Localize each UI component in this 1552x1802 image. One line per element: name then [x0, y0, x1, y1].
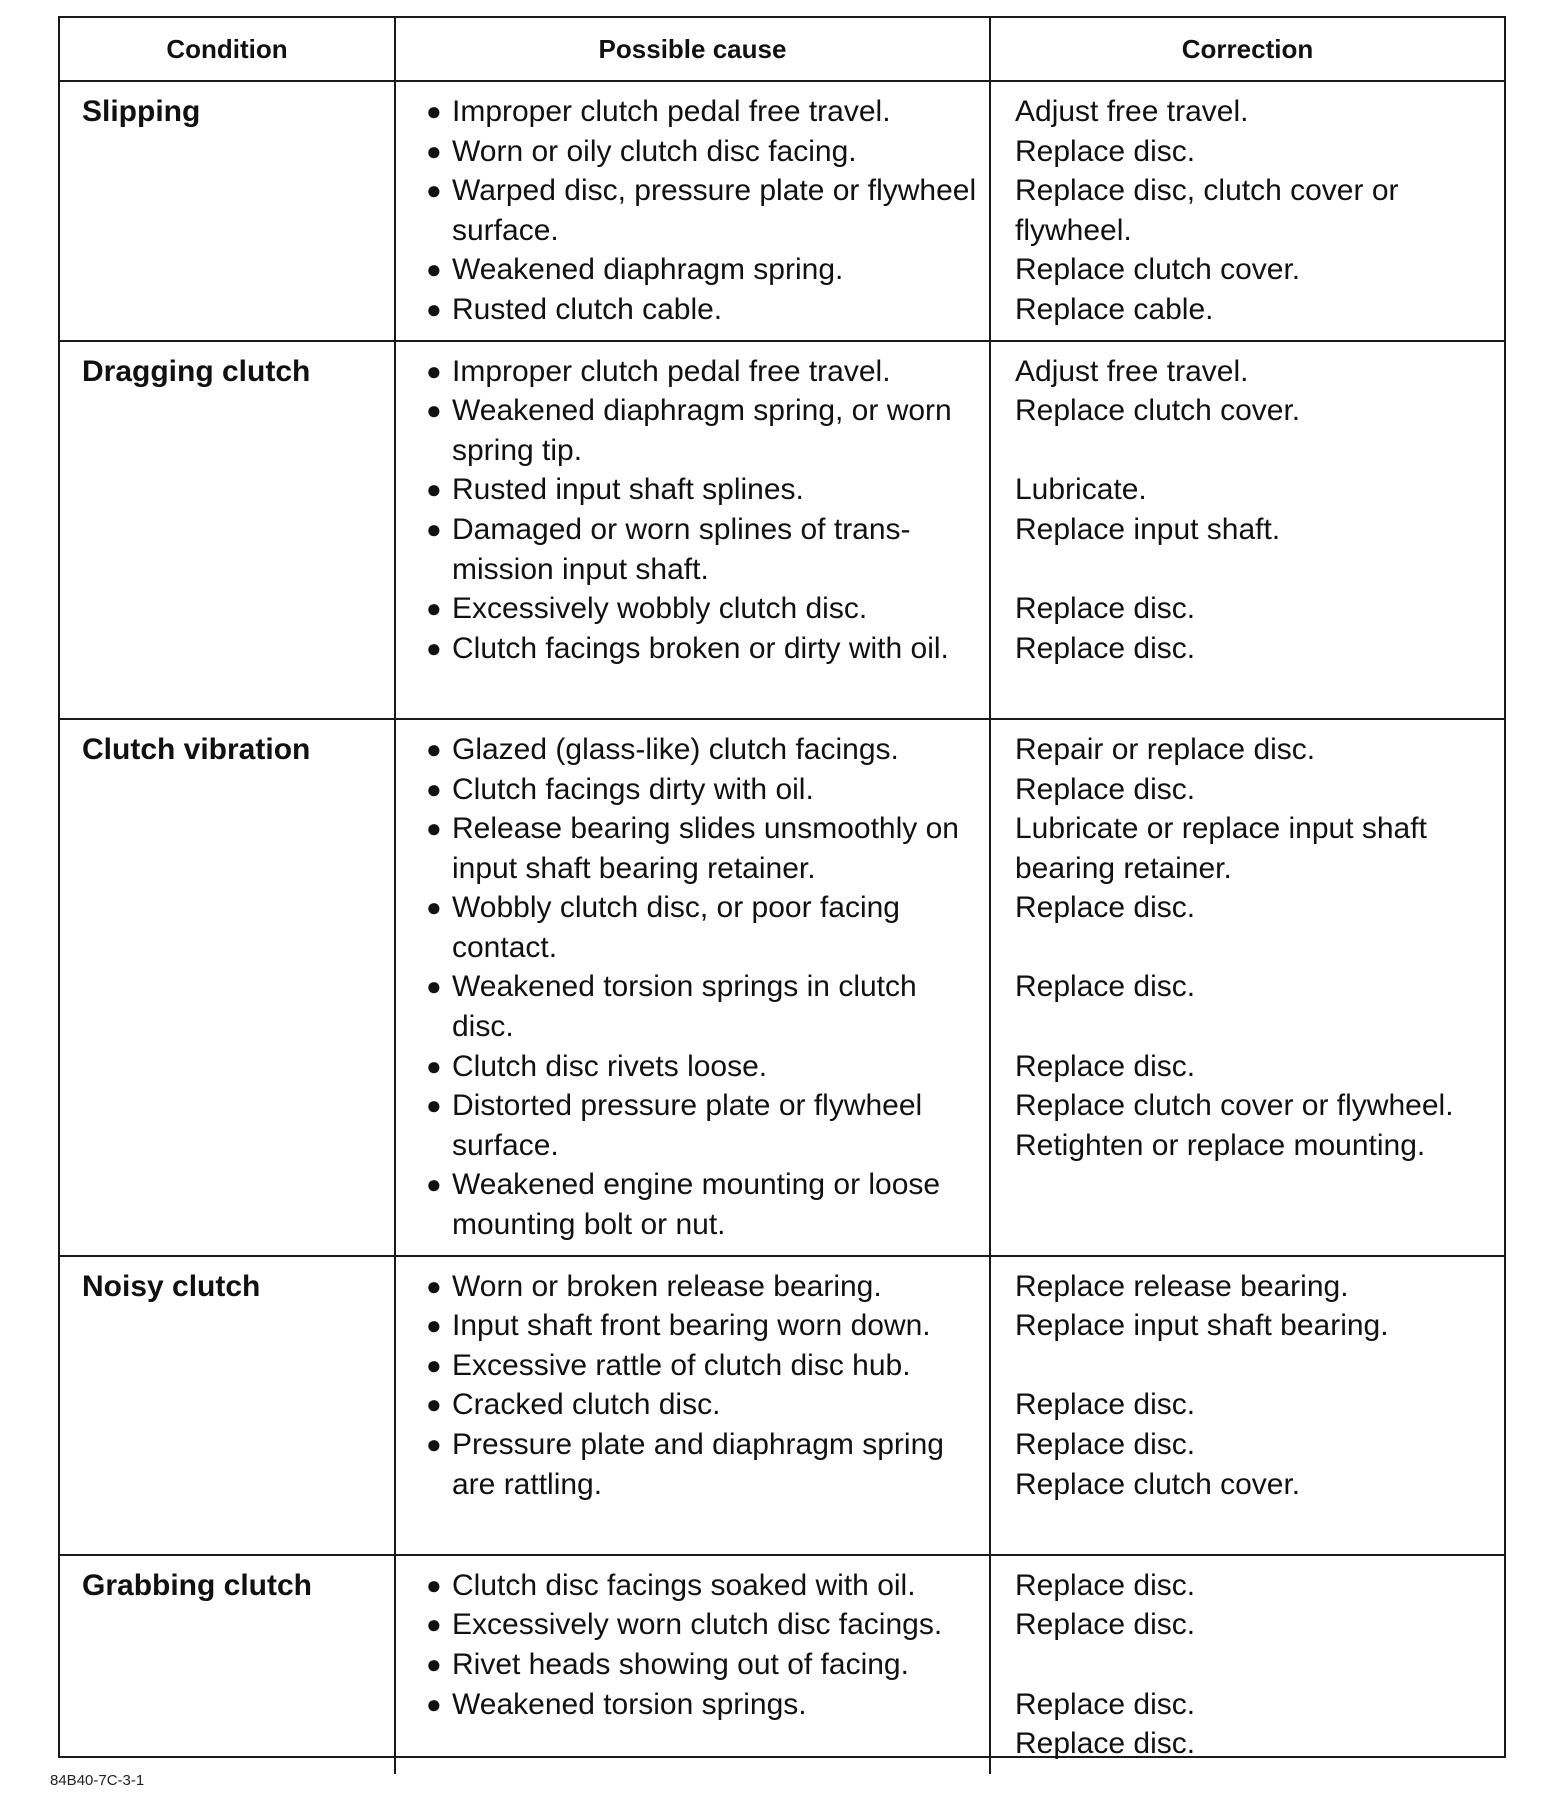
figure-code: 84B40-7C-3-1 — [50, 1772, 145, 1789]
cause-item — [426, 1086, 979, 1165]
cause-item — [426, 1566, 979, 1606]
cause-text: Weakened diaphragm spring. — [452, 253, 844, 287]
cause-item — [426, 888, 979, 967]
possible-cause-cell — [395, 1555, 990, 1774]
cause-text: Weakened torsion springs. — [452, 1687, 807, 1721]
table-row — [60, 1555, 1504, 1774]
bullet-icon: ● — [426, 96, 442, 126]
header-possible-cause: Possible cause — [395, 18, 990, 81]
cause-item — [426, 470, 979, 510]
cause-item — [426, 809, 979, 888]
bullet-icon: ● — [426, 135, 442, 166]
bullet-icon: ● — [426, 1270, 442, 1301]
cause-text: Weakened engine mounting or loose mounting bolt or nut. — [452, 1168, 941, 1242]
correction-text: Replace cable. — [1015, 292, 1214, 326]
correction-text: Replace disc. — [1015, 891, 1196, 925]
cause-text: Wobbly clutch disc, or poor facing contact. — [452, 891, 900, 964]
table-row — [60, 719, 1504, 1256]
cause-text: Clutch disc facings soaked with oil. — [452, 1568, 916, 1602]
correction-text: Replace clutch cover. — [1015, 394, 1301, 428]
cause-item — [426, 1605, 979, 1645]
bullet-icon: ● — [426, 1429, 442, 1459]
correction-text: Adjust free travel. — [1015, 354, 1249, 388]
bullet-icon: ● — [426, 813, 442, 844]
correction-cell — [990, 1555, 1504, 1774]
bullet-icon: ● — [426, 513, 442, 544]
cause-text: Release bearing slides unsmoothly on input shaft bearing retainer. — [452, 812, 959, 885]
cause-text: Cracked clutch disc. — [452, 1388, 721, 1422]
cause-text: Input shaft front bearing worn down. — [452, 1309, 931, 1343]
possible-cause-cell — [395, 81, 990, 341]
cause-item — [426, 629, 979, 669]
correction-text: Replace input shaft bearing. — [1015, 1309, 1389, 1343]
correction-text: Replace clutch cover. — [1015, 1467, 1301, 1501]
table-body — [60, 81, 1504, 1774]
cause-item — [426, 1425, 979, 1504]
bullet-icon: ● — [426, 355, 442, 386]
bullet-icon: ● — [426, 293, 442, 324]
correction-text: Replace input shaft. — [1015, 512, 1281, 546]
bullet-icon: ● — [426, 1569, 442, 1600]
cause-item — [426, 290, 979, 330]
bullet-icon: ● — [426, 773, 442, 804]
correction-text: Replace disc. — [1015, 592, 1196, 626]
bullet-icon: ● — [426, 395, 442, 426]
cause-text: Worn or oily clutch disc facing. — [452, 134, 857, 168]
condition-cell: Grabbing clutch — [60, 1555, 395, 1774]
correction-text: Replace disc. — [1015, 1687, 1196, 1721]
cause-text: Damaged or worn splines of trans-mission input shaft. — [452, 512, 911, 586]
correction-cell — [990, 341, 1504, 719]
correction-text: Replace clutch cover or flywheel. — [1015, 1089, 1454, 1123]
bullet-icon: ● — [426, 593, 442, 624]
cause-item — [426, 1346, 979, 1386]
correction-text: Adjust free travel. — [1015, 95, 1249, 128]
correction-text: Lubricate or replace input shaft bearing retainer. — [1015, 812, 1427, 885]
cause-item — [426, 250, 979, 290]
correction-text: Replace disc. — [1015, 631, 1196, 665]
cause-text: Improper clutch pedal free travel. — [452, 354, 891, 388]
possible-cause-cell — [395, 719, 990, 1256]
cause-item — [426, 1385, 979, 1425]
cause-text: Improper clutch pedal free travel. — [452, 95, 891, 128]
correction-text: Repair or replace disc. — [1015, 732, 1316, 766]
cause-item — [426, 510, 979, 589]
bullet-icon: ● — [426, 892, 442, 923]
cause-text: Clutch disc rivets loose. — [452, 1049, 768, 1083]
cause-item — [426, 1047, 979, 1087]
bullet-icon: ● — [426, 1169, 442, 1200]
cause-item — [426, 589, 979, 629]
cause-item — [426, 967, 979, 1046]
bullet-icon: ● — [426, 1609, 442, 1640]
correction-cell — [990, 81, 1504, 341]
correction-text: Replace disc. — [1015, 1568, 1196, 1602]
cause-item — [426, 1685, 979, 1725]
correction-text: Replace disc. — [1015, 1388, 1196, 1422]
cause-text: Rivet heads showing out of facing. — [452, 1647, 909, 1681]
cause-item — [426, 1645, 979, 1685]
condition-cell: Clutch vibration — [60, 719, 395, 1256]
cause-text: Rusted input shaft splines. — [452, 473, 804, 507]
cause-item — [426, 171, 979, 250]
cause-text: Clutch facings dirty with oil. — [452, 772, 814, 806]
cause-text: Weakened diaphragm spring, or worn spring tip. — [452, 394, 952, 467]
cause-item — [426, 92, 979, 132]
cause-text: Rusted clutch cable. — [452, 292, 723, 326]
cause-text: Excessively worn clutch disc facings. — [452, 1608, 943, 1642]
correction-text: Replace disc. — [1015, 1049, 1196, 1083]
bullet-icon: ● — [426, 632, 442, 663]
cause-text: Clutch facings broken or dirty with oil. — [452, 631, 949, 665]
possible-cause-cell — [395, 1256, 990, 1555]
cause-item — [426, 1306, 979, 1346]
header-correction: Correction — [990, 18, 1504, 81]
table-row — [60, 1256, 1504, 1555]
troubleshooting-table-frame — [58, 16, 1506, 1761]
cause-item — [426, 352, 979, 392]
bullet-icon: ● — [426, 1389, 442, 1420]
correction-text: Replace disc. — [1015, 970, 1196, 1004]
cause-text: Weakened torsion springs in clutch disc. — [452, 970, 917, 1044]
table-row — [60, 341, 1504, 719]
bullet-icon: ● — [426, 733, 442, 764]
cause-item — [426, 730, 979, 770]
correction-text: Retighten or replace mounting. — [1015, 1128, 1426, 1162]
correction-cell — [990, 1256, 1504, 1555]
bullet-icon: ● — [426, 1688, 442, 1719]
table-row — [60, 81, 1504, 341]
correction-text: Replace disc, clutch cover or flywheel. — [1015, 174, 1399, 247]
cause-text: Distorted pressure plate or flywheel surface. — [452, 1089, 923, 1162]
condition-cell: Slipping — [60, 81, 395, 341]
header-condition: Condition — [60, 18, 395, 81]
correction-text: Replace release bearing. — [1015, 1269, 1349, 1303]
cause-item — [426, 391, 979, 470]
correction-text: Replace disc. — [1015, 772, 1196, 806]
condition-cell: Noisy clutch — [60, 1256, 395, 1555]
correction-text: Replace disc. — [1015, 134, 1196, 168]
cause-text: Worn or broken release bearing. — [452, 1269, 882, 1303]
bullet-icon: ● — [426, 1050, 442, 1081]
correction-text: Replace clutch cover. — [1015, 253, 1301, 287]
correction-text: Replace disc. — [1015, 1727, 1196, 1761]
cause-item — [426, 1165, 979, 1244]
correction-cell — [990, 719, 1504, 1256]
cause-text: Glazed (glass-like) clutch facings. — [452, 732, 899, 766]
bullet-icon: ● — [426, 474, 442, 505]
bullet-icon: ● — [426, 1349, 442, 1380]
bullet-icon: ● — [426, 254, 442, 285]
bullet-icon: ● — [426, 175, 442, 206]
bullet-icon: ● — [426, 1090, 442, 1121]
cause-text: Warped disc, pressure plate or flywheel surface. — [452, 174, 977, 247]
cause-text: Pressure plate and diaphragm spring are rattling. — [452, 1428, 944, 1501]
cause-item — [426, 1267, 979, 1307]
cause-text: Excessively wobbly clutch disc. — [452, 592, 868, 626]
bullet-icon: ● — [426, 1310, 442, 1341]
cause-text: Excessive rattle of clutch disc hub. — [452, 1348, 911, 1382]
correction-text: Lubricate. — [1015, 473, 1147, 507]
correction-text: Replace disc. — [1015, 1428, 1196, 1461]
table-header-row — [60, 18, 1504, 81]
troubleshooting-table — [60, 18, 1504, 1774]
bullet-icon: ● — [426, 971, 442, 1002]
cause-item — [426, 770, 979, 810]
possible-cause-cell — [395, 341, 990, 719]
cause-item — [426, 132, 979, 172]
condition-cell: Dragging clutch — [60, 341, 395, 719]
bullet-icon: ● — [426, 1648, 442, 1679]
correction-text: Replace disc. — [1015, 1608, 1196, 1642]
